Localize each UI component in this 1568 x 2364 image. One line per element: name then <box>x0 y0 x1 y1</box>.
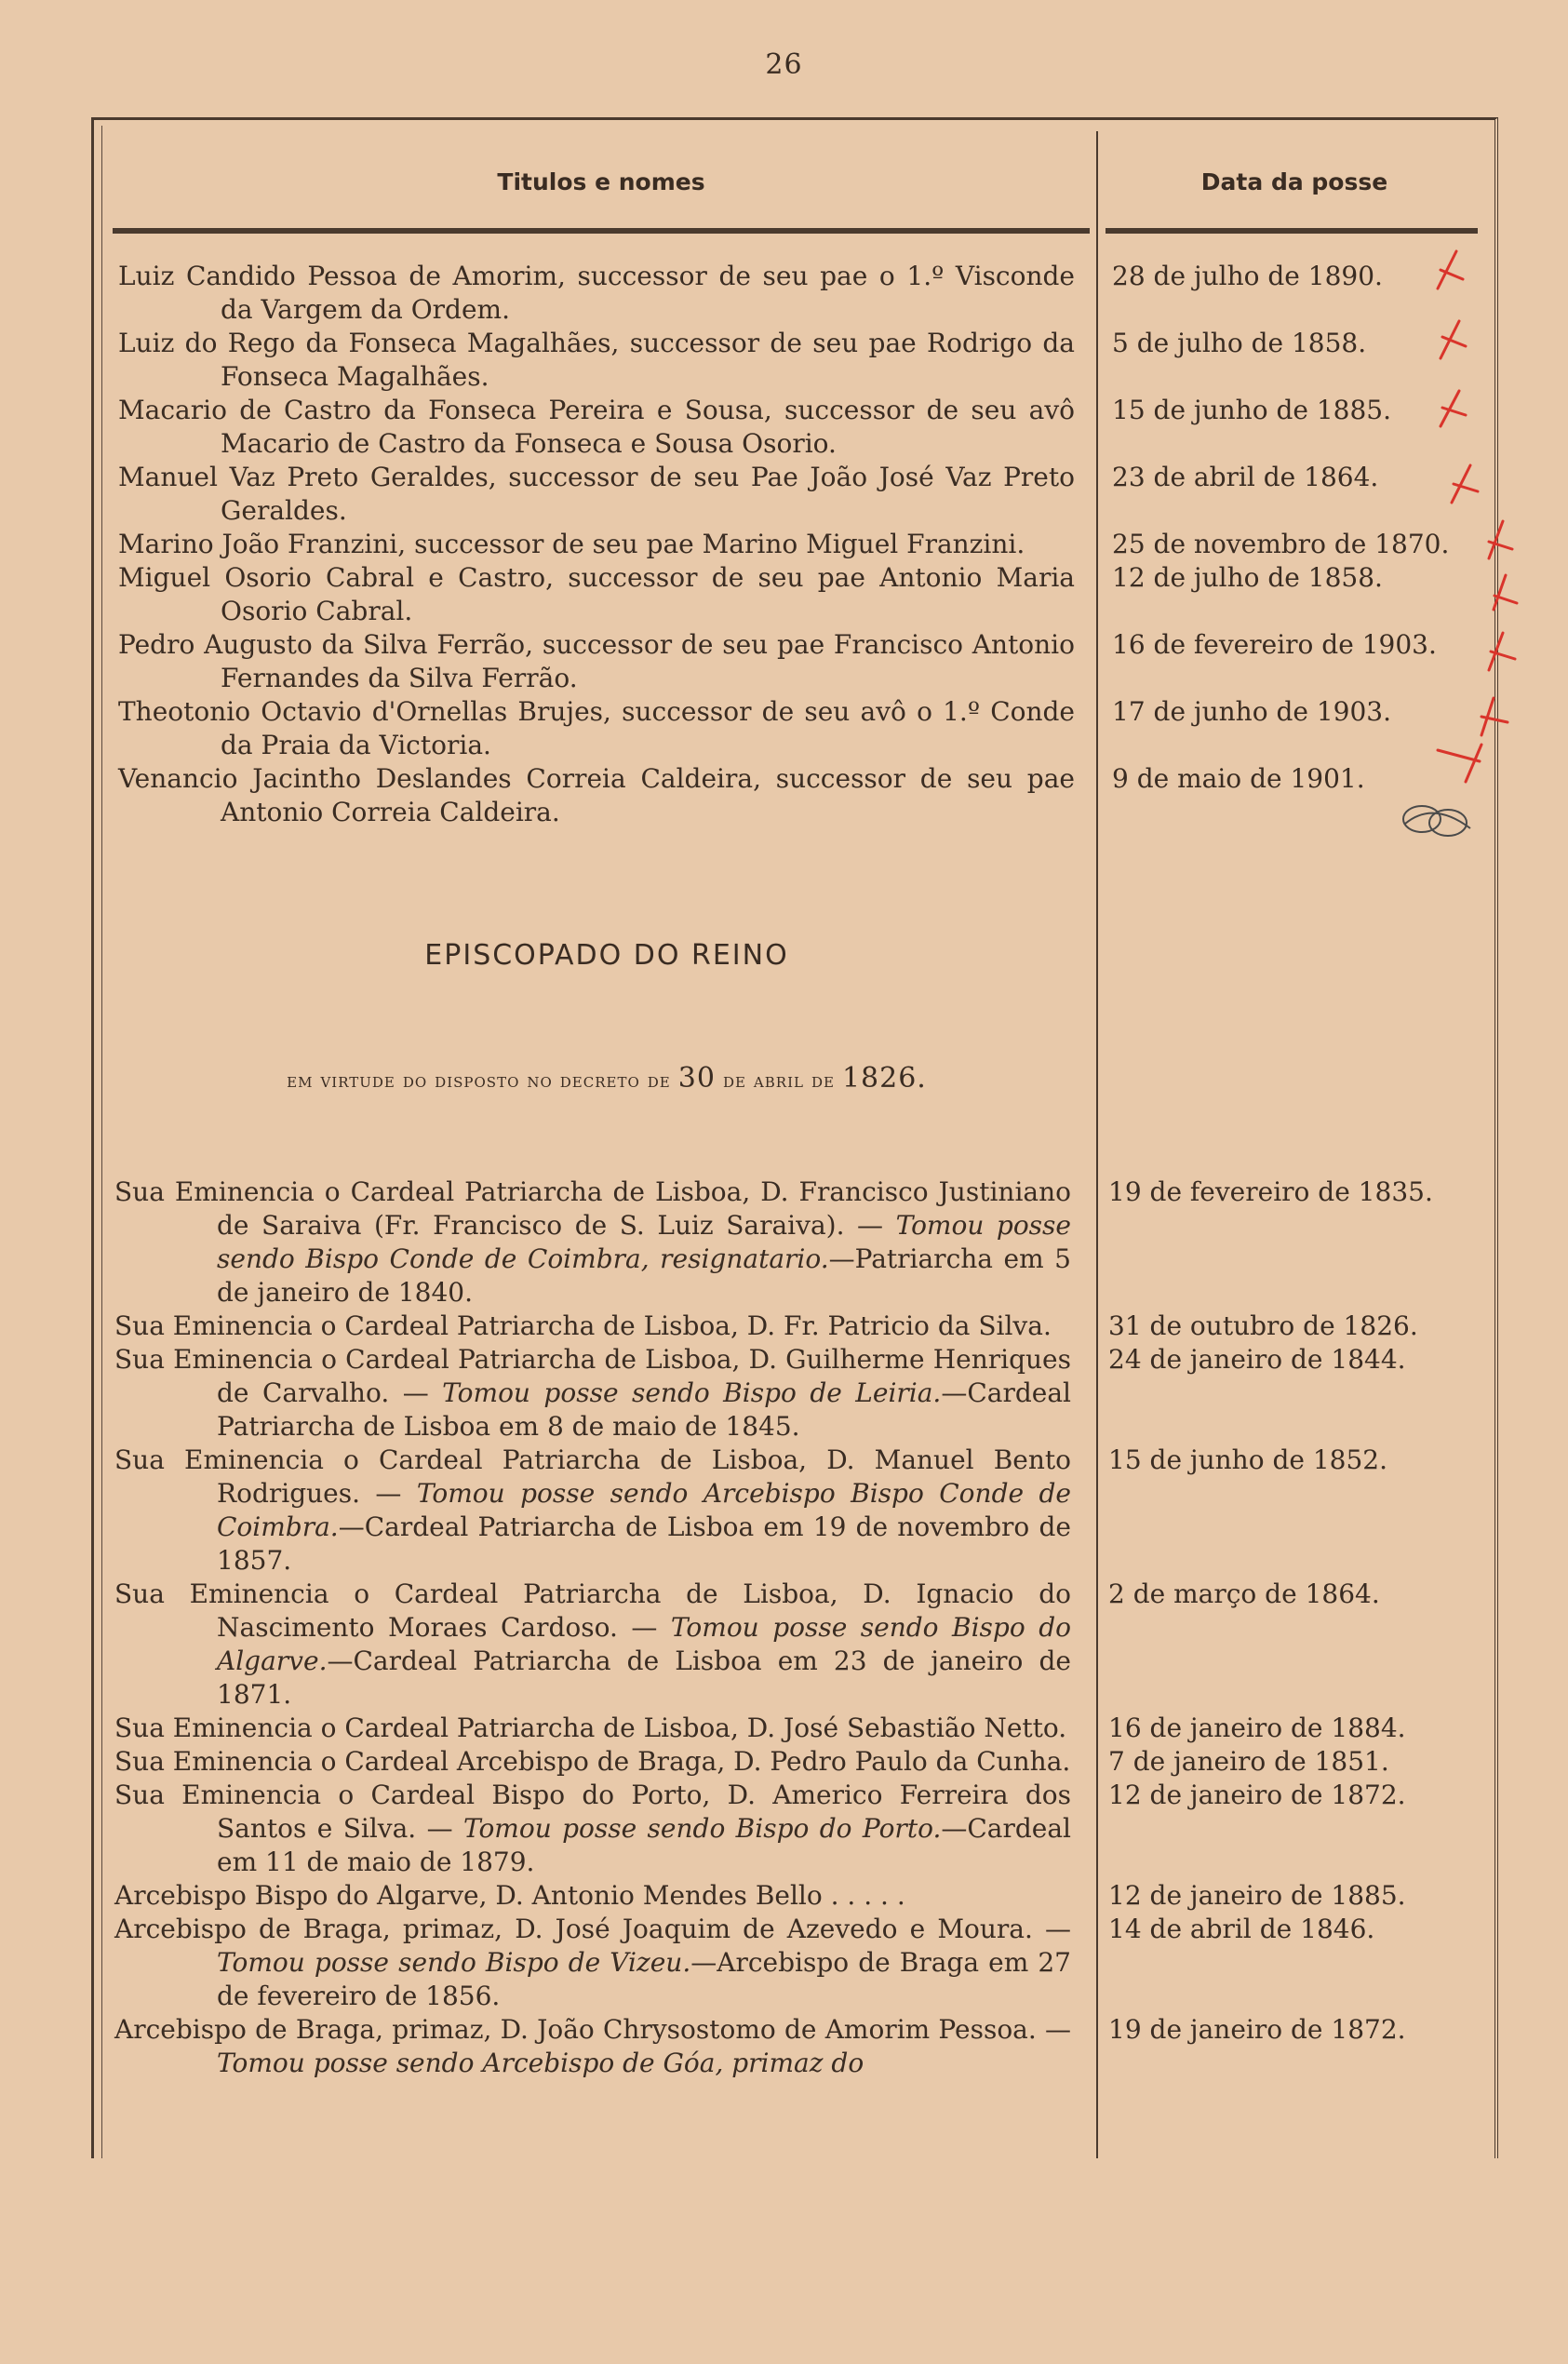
bishop-note: Tomou posse sendo Arcebispo Bispo Conde de Coimbra. <box>217 1478 1071 1542</box>
list-item <box>118 327 1486 394</box>
entry-date: 15 de junho de 1852. <box>1108 1444 1388 1475</box>
entry-name: Theotonio Octavio d'Ornellas Brujes, successor de seu avô o 1.º Conde da Praia da Victoria. <box>118 696 1075 760</box>
header-names: Titulos e nomes <box>497 168 705 195</box>
bishop-tail: —Cardeal Patriarcha de Lisboa em 8 de maio de 1845. <box>217 1377 1071 1442</box>
bishop-tail: —Cardeal Patriarcha de Lisboa em 19 de novembro de 1857. <box>217 1511 1071 1576</box>
list-item <box>114 1879 1482 1913</box>
bishop-name: Sua Eminencia o Cardeal Arcebispo de Braga, D. Pedro Paulo da Cunha. <box>114 1746 1071 1777</box>
entry-name <box>114 1879 1075 1913</box>
bishop-note: Tomou posse sendo Bispo de Vizeu. <box>217 1947 691 1978</box>
entry-name: Sua Eminencia o Cardeal Patriarcha de Lisboa, D. Manuel Bento Rodrigues. — Tomou posse sendo Arcebispo Bispo Conde de Coimbra.—Cardeal Patriarcha de Lisboa em 19 de novembro de 1857. <box>114 1444 1071 1576</box>
entry-date: 12 de julho de 1858. <box>1112 562 1383 593</box>
entry-name: Manuel Vaz Preto Geraldes, successor de seu Pae João José Vaz Preto Geraldes. <box>118 462 1075 526</box>
list-item <box>118 695 1486 762</box>
entry-name <box>114 1712 1075 1745</box>
frame-inner-line <box>101 126 102 2158</box>
entry-name <box>114 1310 1075 1343</box>
entry-date: 9 de maio de 1901. <box>1112 763 1365 794</box>
entry-date: 12 de janeiro de 1872. <box>1108 1780 1406 1810</box>
entry-name: Sua Eminencia o Cardeal Bispo do Porto, D. Americo Ferreira dos Santos e Silva. — Tomou posse sendo Bispo do Porto.—Cardeal em 11 de maio de 1879. <box>114 1780 1071 1877</box>
entry-name: Luiz Candido Pessoa de Amorim, successor de seu pae o 1.º Visconde da Vargem da Ordem. <box>118 261 1075 325</box>
bishop-name: Arcebispo de Braga, primaz, D. João Chrysostomo de Amorim Pessoa. <box>114 2014 1037 2045</box>
list-item <box>118 260 1486 327</box>
subtitle-year: 1826. <box>841 1062 927 1095</box>
bishop-name: Sua Eminencia o Cardeal Patriarcha de Lisboa, D. Francisco Justiniano de Saraiva (Fr. Francisco de S. Luiz Saraiva). <box>114 1176 1071 1241</box>
entry-date: 15 de junho de 1885. <box>1112 395 1392 425</box>
list-item <box>118 461 1486 528</box>
entry-date: 19 de fevereiro de 1835. <box>1108 1176 1433 1207</box>
header-rule-right <box>1106 228 1478 234</box>
bishop-note: Tomou posse sendo Bispo do Algarve. <box>217 1612 1071 1676</box>
entry-date: 17 de junho de 1903. <box>1112 696 1392 727</box>
entry-date: 2 de março de 1864. <box>1108 1578 1380 1609</box>
entry-date: 23 de abril de 1864. <box>1112 462 1379 492</box>
bishop-name: Sua Eminencia o Cardeal Patriarcha de Lisboa, D. Guilherme Henriques de Carvalho. <box>114 1344 1071 1408</box>
bishop-tail: —Patriarcha em 5 de janeiro de 1840. <box>217 1243 1071 1308</box>
list-item <box>114 1310 1482 1343</box>
list-item <box>114 1444 1482 1578</box>
bishop-name: Arcebispo de Braga, primaz, D. José Joaquim de Azevedo e Moura. <box>114 1914 1033 1944</box>
entry-date: 5 de julho de 1858. <box>1112 328 1367 358</box>
list-item <box>118 394 1486 461</box>
bishop-name: Arcebispo Bispo do Algarve, D. Antonio Mendes Bello . . . . . <box>114 1880 905 1911</box>
list-item <box>114 1745 1482 1779</box>
entry-date: 14 de abril de 1846. <box>1108 1914 1375 1944</box>
entry-name: Sua Eminencia o Cardeal Patriarcha de Lisboa, D. Francisco Justiniano de Saraiva (Fr. Francisco de S. Luiz Saraiva). — Tomou posse sendo Bispo Conde de Coimbra, resignatario.—Patriarcha em 5 de janeiro de 1840. <box>114 1176 1071 1308</box>
entry-date: 16 de fevereiro de 1903. <box>1112 629 1437 660</box>
entry-name: Marino João Franzini, successor de seu pae Marino Miguel Franzini. <box>118 529 1025 559</box>
bishop-name: Sua Eminencia o Cardeal Patriarcha de Lisboa, D. Manuel Bento Rodrigues. <box>114 1444 1071 1509</box>
list-item <box>114 1712 1482 1745</box>
list-item <box>114 1578 1482 1712</box>
list-item <box>114 1343 1482 1444</box>
entry-date: 25 de novembro de 1870. <box>1112 529 1450 559</box>
bishop-note: Tomou posse sendo Bispo de Leiria. <box>442 1377 942 1408</box>
entry-date: 19 de janeiro de 1872. <box>1108 2014 1406 2045</box>
section-subtitle <box>118 1062 1095 1095</box>
bishop-note: Tomou posse sendo Bispo Conde de Coimbra, resignatario. <box>217 1210 1071 1274</box>
bishop-name: Sua Eminencia o Cardeal Bispo do Porto, D. Americo Ferreira dos Santos e Silva. <box>114 1780 1071 1844</box>
entry-name: Venancio Jacintho Deslandes Correia Caldeira, successor de seu pae Antonio Correia Caldeira. <box>118 763 1075 827</box>
bishop-name: Sua Eminencia o Cardeal Patriarcha de Lisboa, D. Fr. Patricio da Silva. <box>114 1310 1052 1341</box>
subtitle-day: 30 <box>677 1062 716 1095</box>
list-item <box>114 1175 1482 1310</box>
list-item <box>114 2013 1482 2080</box>
bishop-tail: —Cardeal em 11 de maio de 1879. <box>217 1813 1071 1877</box>
entry-name <box>114 1745 1075 1779</box>
bishops-list <box>114 1175 1482 2080</box>
table-frame <box>91 117 1498 2158</box>
list-item <box>118 528 1486 561</box>
entry-date: 12 de janeiro de 1885. <box>1108 1880 1406 1911</box>
entry-date: 31 de outubro de 1826. <box>1108 1310 1418 1341</box>
entry-name: Miguel Osorio Cabral e Castro, successor de seu pae Antonio Maria Osorio Cabral. <box>118 562 1075 626</box>
entry-name: Pedro Augusto da Silva Ferrão, successor de seu pae Francisco Antonio Fernandes da Silva Ferrão. <box>118 629 1075 693</box>
subtitle-mid: de abril de <box>722 1069 835 1093</box>
entry-date: 24 de janeiro de 1844. <box>1108 1344 1406 1375</box>
bishop-note: Tomou posse sendo Arcebispo de Góa, primaz do <box>217 2048 864 2078</box>
entry-date: 7 de janeiro de 1851. <box>1108 1746 1389 1777</box>
list-item <box>118 762 1486 829</box>
list-item <box>114 1913 1482 2013</box>
bishop-note: Tomou posse sendo Bispo do Porto. <box>462 1813 942 1844</box>
bishop-tail: —Cardeal Patriarcha de Lisboa em 23 de janeiro de 1871. <box>217 1645 1071 1710</box>
entry-name: Arcebispo de Braga, primaz, D. João Chrysostomo de Amorim Pessoa. — Tomou posse sendo Arcebispo de Góa, primaz do <box>114 2014 1071 2078</box>
bishop-name: Sua Eminencia o Cardeal Patriarcha de Lisboa, D. José Sebastião Netto. <box>114 1713 1067 1743</box>
list-item <box>118 628 1486 695</box>
section-title: EPISCOPADO DO REINO <box>424 939 789 972</box>
bishop-tail: —Arcebispo de Braga em 27 de fevereiro de 1856. <box>217 1947 1071 2011</box>
header-rule-left <box>113 228 1090 234</box>
entry-name: Arcebispo de Braga, primaz, D. José Joaquim de Azevedo e Moura. — Tomou posse sendo Bispo de Vizeu.—Arcebispo de Braga em 27 de fevereiro de 1856. <box>114 1914 1071 2011</box>
entry-name: Sua Eminencia o Cardeal Patriarcha de Lisboa, D. Guilherme Henriques de Carvalho. — Tomou posse sendo Bispo de Leiria.—Cardeal Patriarcha de Lisboa em 8 de maio de 1845. <box>114 1344 1071 1442</box>
entry-date: 28 de julho de 1890. <box>1112 261 1383 291</box>
page-number: 26 <box>765 48 803 81</box>
bishop-name: Sua Eminencia o Cardeal Patriarcha de Lisboa, D. Ignacio do Nascimento Moraes Cardoso. <box>114 1578 1071 1643</box>
entry-name: Macario de Castro da Fonseca Pereira e Sousa, successor de seu avô Macario de Castro da Fonseca e Sousa Osorio. <box>118 395 1075 459</box>
list-item <box>118 561 1486 628</box>
entry-name: Luiz do Rego da Fonseca Magalhães, successor de seu pae Rodrigo da Fonseca Magalhães. <box>118 328 1075 392</box>
entry-date: 16 de janeiro de 1884. <box>1108 1713 1406 1743</box>
subtitle-text: em virtude do disposto no decreto de <box>287 1069 671 1093</box>
titles-list <box>118 260 1486 829</box>
list-item <box>114 1779 1482 1879</box>
header-date: Data da posse <box>1200 168 1388 195</box>
entry-name: Sua Eminencia o Cardeal Patriarcha de Lisboa, D. Ignacio do Nascimento Moraes Cardoso. — Tomou posse sendo Bispo do Algarve.—Cardeal Patriarcha de Lisboa em 23 de janeiro de 1871. <box>114 1578 1071 1710</box>
